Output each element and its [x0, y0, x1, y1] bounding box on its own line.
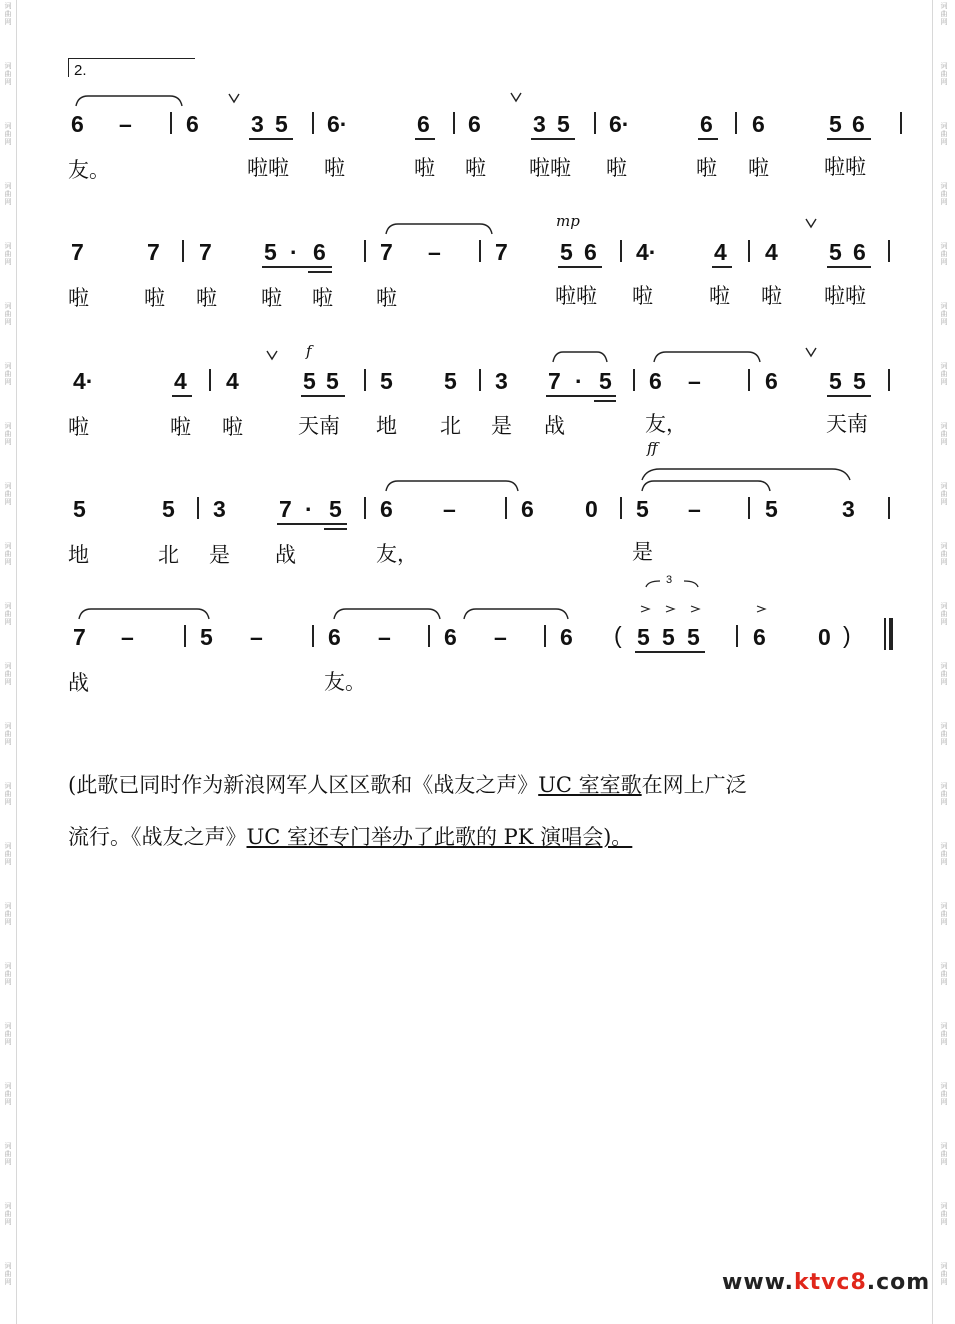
barline	[453, 112, 455, 134]
beam-underline	[712, 266, 732, 268]
watermark-stamp: 词 曲 网	[940, 602, 948, 626]
breath-mark-icon	[228, 93, 240, 103]
note: 5	[162, 496, 175, 522]
note: 7	[548, 368, 561, 394]
watermark-stamp: 词 曲 网	[940, 302, 948, 326]
barline	[182, 240, 184, 262]
note: 5	[444, 368, 457, 394]
note: 0	[818, 624, 831, 650]
note: 5	[637, 624, 650, 650]
slur-arc	[640, 466, 852, 482]
lyric: 啦	[606, 156, 627, 180]
note-line1-text: (此歌已同时作为新浪网军人区区歌和《战友之声》	[68, 773, 539, 797]
note-line2-text: 流行。《战友之声》	[68, 825, 247, 849]
note-dash: –	[494, 624, 507, 650]
watermark-stamp: 词 曲 网	[940, 422, 948, 446]
beam-underline	[635, 651, 705, 653]
lyric: 天南	[826, 412, 868, 436]
watermark-stamp: 词 曲 网	[940, 182, 948, 206]
note: 5	[329, 496, 342, 522]
note: 3	[251, 111, 264, 137]
barline	[633, 369, 635, 391]
beam-underline	[262, 266, 332, 268]
lyric: 啦	[144, 286, 165, 310]
watermark-stamp: 词 曲 网	[4, 902, 12, 926]
brand-name: ktvc8	[793, 1270, 867, 1295]
note-dash: –	[428, 239, 441, 265]
tie-arc	[384, 477, 520, 493]
note-underlined-text: UC 室还专门举办了此歌的 PK 演唱会)。	[246, 825, 633, 849]
note: 5	[326, 368, 339, 394]
note: 4	[174, 368, 187, 394]
note: 6	[417, 111, 430, 137]
lyric: 地	[68, 543, 89, 567]
watermark-stamp: 词 曲 网	[4, 302, 12, 326]
watermark-stamp: 词 曲 网	[940, 1022, 948, 1046]
dynamic-mark: mp	[556, 212, 580, 230]
watermark-stamp: 词 曲 网	[4, 662, 12, 686]
watermark-stamp: 词 曲 网	[4, 62, 12, 86]
note: 5	[303, 368, 316, 394]
lyric: 战	[544, 414, 565, 438]
note-underlined-text: UC 室室歌	[538, 773, 642, 797]
note: 5	[264, 239, 277, 265]
note: 3	[842, 496, 855, 522]
lyric: 战	[68, 671, 89, 695]
paren-close: )	[843, 622, 851, 648]
note: 5	[380, 368, 393, 394]
barline	[197, 497, 199, 519]
note-line1-end: 在网上广泛	[641, 773, 747, 797]
final-barline-thin	[884, 618, 886, 650]
note: 5	[636, 496, 649, 522]
watermark-stamp: 词 曲 网	[940, 962, 948, 986]
note-dash: –	[443, 496, 456, 522]
lyric: 啦	[376, 286, 397, 310]
note-dash: –	[250, 624, 263, 650]
beam-underline	[558, 266, 602, 268]
lyric: 啦啦	[824, 155, 866, 179]
lyric: 啦啦	[247, 156, 289, 180]
note: 6	[649, 368, 662, 394]
watermark-stamp: 词 曲 网	[940, 1142, 948, 1166]
note-dash: –	[688, 368, 701, 394]
lyric: 啦	[170, 415, 191, 439]
accent-mark-icon	[690, 605, 700, 613]
beam-underline	[277, 523, 347, 525]
note: 4	[765, 239, 778, 265]
lyric: 啦	[632, 284, 653, 308]
note: 7	[73, 624, 86, 650]
accent-mark-icon	[665, 605, 675, 613]
barline	[312, 625, 314, 647]
note: 7	[147, 239, 160, 265]
watermark-stamp: 词 曲 网	[4, 422, 12, 446]
lyric: 啦	[261, 286, 282, 310]
watermark-stamp: 词 曲 网	[940, 842, 948, 866]
beam-underline	[531, 138, 575, 140]
note: 7	[380, 239, 393, 265]
note: 6	[186, 111, 199, 137]
watermark-stamp: 词 曲 网	[4, 842, 12, 866]
watermark-stamp: 词 曲 网	[4, 242, 12, 266]
lyric: 啦	[761, 284, 782, 308]
watermark-stamp: 词 曲 网	[4, 122, 12, 146]
barline	[888, 369, 890, 391]
tie-arc	[384, 220, 494, 236]
barline	[888, 240, 890, 262]
lyric: 啦啦	[529, 156, 571, 180]
lyric: 是	[491, 414, 512, 438]
beam-underline	[546, 395, 616, 397]
watermark-stamp: 词 曲 网	[4, 722, 12, 746]
note: 6·	[327, 111, 348, 137]
lyric: 啦啦	[824, 284, 866, 308]
lyric: 啦	[465, 156, 486, 180]
note: 0	[585, 496, 598, 522]
beam-underline	[827, 138, 871, 140]
watermark-stamp: 词 曲 网	[940, 122, 948, 146]
watermark-stamp: 词 曲 网	[4, 362, 12, 386]
barline	[364, 240, 366, 262]
watermark-stamp: 词 曲 网	[940, 482, 948, 506]
barline	[479, 369, 481, 391]
note: 6	[444, 624, 457, 650]
note: 5	[662, 624, 675, 650]
lyric: 北	[158, 543, 179, 567]
note: 5	[560, 239, 573, 265]
watermark-stamp: 词 曲 网	[4, 1142, 12, 1166]
barline	[620, 240, 622, 262]
note: 3	[213, 496, 226, 522]
tie-arc	[551, 348, 609, 364]
lyric: 北	[440, 414, 461, 438]
note: 4	[714, 239, 727, 265]
watermark-stamp: 词 曲 网	[940, 662, 948, 686]
barline	[900, 112, 902, 134]
beam-underline	[249, 138, 293, 140]
note: 6	[313, 239, 326, 265]
note: 6	[752, 111, 765, 137]
note: 6·	[609, 111, 630, 137]
beam-underline	[415, 138, 435, 140]
tie-arc	[332, 605, 442, 621]
beam-underline	[827, 266, 871, 268]
watermark-stamp: 词 曲 网	[4, 482, 12, 506]
lyric: 是	[632, 540, 653, 564]
dynamic-mark: ff	[647, 439, 658, 457]
note: 6	[853, 239, 866, 265]
note: 5	[200, 624, 213, 650]
note: 5	[275, 111, 288, 137]
note: 3	[495, 368, 508, 394]
watermark-stamp: 词 曲 网	[940, 782, 948, 806]
watermark-stamp: 词 曲 网	[4, 602, 12, 626]
final-barline-thick	[889, 618, 893, 650]
lyric: 战	[275, 543, 296, 567]
lyric: 友。	[324, 670, 366, 694]
watermark-stamp: 词 曲 网	[4, 1202, 12, 1226]
note: 5	[829, 239, 842, 265]
paren-open: (	[614, 622, 622, 648]
barline	[312, 112, 314, 134]
dynamic-mark: f	[306, 342, 312, 360]
note: 4·	[73, 368, 94, 394]
note-dot: ·	[575, 368, 583, 394]
note: 5	[853, 368, 866, 394]
barline	[748, 369, 750, 391]
beam-underline	[324, 528, 347, 530]
note: 5	[829, 368, 842, 394]
lyric: 啦	[68, 415, 89, 439]
watermark-stamp: 词 曲 网	[940, 242, 948, 266]
note: 6	[380, 496, 393, 522]
note: 6	[71, 111, 84, 137]
note-dash: –	[119, 111, 132, 137]
beam-underline	[172, 395, 192, 397]
watermark-stamp: 词 曲 网	[940, 362, 948, 386]
watermark-stamp: 词 曲 网	[4, 1082, 12, 1106]
lyric: 啦	[709, 284, 730, 308]
lyric: 友，	[376, 542, 418, 566]
lyric: 啦	[68, 286, 89, 310]
note: 6	[521, 496, 534, 522]
barline	[748, 240, 750, 262]
lyric: 啦	[414, 156, 435, 180]
note: 6	[700, 111, 713, 137]
note: 5	[765, 496, 778, 522]
barline	[364, 369, 366, 391]
note: 6	[852, 111, 865, 137]
lyric: 啦啦	[555, 284, 597, 308]
note: 5	[73, 496, 86, 522]
note-dash: –	[378, 624, 391, 650]
note: 7	[495, 239, 508, 265]
tie-arc	[652, 348, 762, 364]
lyric: 啦	[696, 156, 717, 180]
note: 5	[829, 111, 842, 137]
barline	[888, 497, 890, 519]
breath-mark-icon	[510, 92, 522, 102]
note-dot: ·	[290, 239, 298, 265]
watermark-stamp: 词 曲 网	[4, 182, 12, 206]
note: 6	[584, 239, 597, 265]
lyric: 是	[209, 543, 230, 567]
lyric: 啦	[748, 156, 769, 180]
volta-label: 2.	[74, 62, 87, 79]
note: 7	[71, 239, 84, 265]
note: 5	[687, 624, 700, 650]
note: 3	[533, 111, 546, 137]
watermark-stamp: 词 曲 网	[940, 722, 948, 746]
note: 4	[226, 368, 239, 394]
lyric: 啦	[324, 156, 345, 180]
barline	[735, 112, 737, 134]
barline	[620, 497, 622, 519]
barline	[364, 497, 366, 519]
tuplet-number: 3	[666, 574, 673, 586]
lyric: 友。	[68, 158, 110, 182]
barline	[170, 112, 172, 134]
beam-underline	[301, 395, 345, 397]
accent-mark-icon	[640, 605, 650, 613]
lyric: 地	[376, 414, 397, 438]
note: 4·	[636, 239, 657, 265]
barline	[736, 625, 738, 647]
watermark-stamp: 词 曲 网	[940, 1202, 948, 1226]
watermark-stamp: 词 曲 网	[940, 62, 948, 86]
tie-arc	[74, 92, 184, 108]
watermark-stamp: 词 曲 网	[4, 1262, 12, 1286]
lyric: 友，	[645, 412, 687, 436]
barline	[209, 369, 211, 391]
brand-suffix: .com	[866, 1270, 931, 1295]
note: 6	[560, 624, 573, 650]
note: 7	[279, 496, 292, 522]
watermark-stamp: 词 曲 网	[940, 542, 948, 566]
note: 6	[765, 368, 778, 394]
lyric: 啦	[196, 286, 217, 310]
barline	[428, 625, 430, 647]
beam-underline	[698, 138, 718, 140]
barline	[544, 625, 546, 647]
barline	[184, 625, 186, 647]
note-dash: –	[121, 624, 134, 650]
tie-arc	[77, 605, 211, 621]
watermark-stamp: 词 曲 网	[4, 2, 12, 26]
breath-mark-icon	[805, 347, 817, 357]
breath-mark-icon	[266, 350, 278, 360]
watermark-stamp: 词 曲 网	[940, 1082, 948, 1106]
watermark-stamp: 词 曲 网	[4, 782, 12, 806]
note: 6	[328, 624, 341, 650]
volta-bracket	[68, 58, 195, 77]
beam-underline	[594, 400, 616, 402]
watermark-stamp: 词 曲 网	[4, 962, 12, 986]
note-dash: –	[688, 496, 701, 522]
brand-prefix: www.	[722, 1270, 794, 1295]
watermark-stamp: 词 曲 网	[4, 542, 12, 566]
barline	[748, 497, 750, 519]
watermark-stamp: 词 曲 网	[4, 1022, 12, 1046]
song-note-paragraph-line2	[68, 824, 908, 850]
breath-mark-icon	[805, 218, 817, 228]
beam-underline	[308, 271, 332, 273]
tie-arc	[462, 605, 570, 621]
barline	[594, 112, 596, 134]
note: 5	[599, 368, 612, 394]
note: 6	[753, 624, 766, 650]
beam-underline	[827, 395, 871, 397]
song-note-paragraph	[68, 772, 908, 798]
barline	[479, 240, 481, 262]
note: 5	[557, 111, 570, 137]
lyric: 啦	[312, 286, 333, 310]
barline	[505, 497, 507, 519]
note: 7	[199, 239, 212, 265]
note: 6	[468, 111, 481, 137]
lyric: 天南	[298, 414, 340, 438]
watermark-stamp: 词 曲 网	[940, 1262, 948, 1286]
watermark-stamp: 词 曲 网	[940, 2, 948, 26]
site-brand-logo	[722, 1270, 930, 1295]
lyric: 啦	[222, 415, 243, 439]
watermark-stamp: 词 曲 网	[940, 902, 948, 926]
accent-mark-icon	[756, 605, 766, 613]
note-dot: ·	[305, 496, 313, 522]
